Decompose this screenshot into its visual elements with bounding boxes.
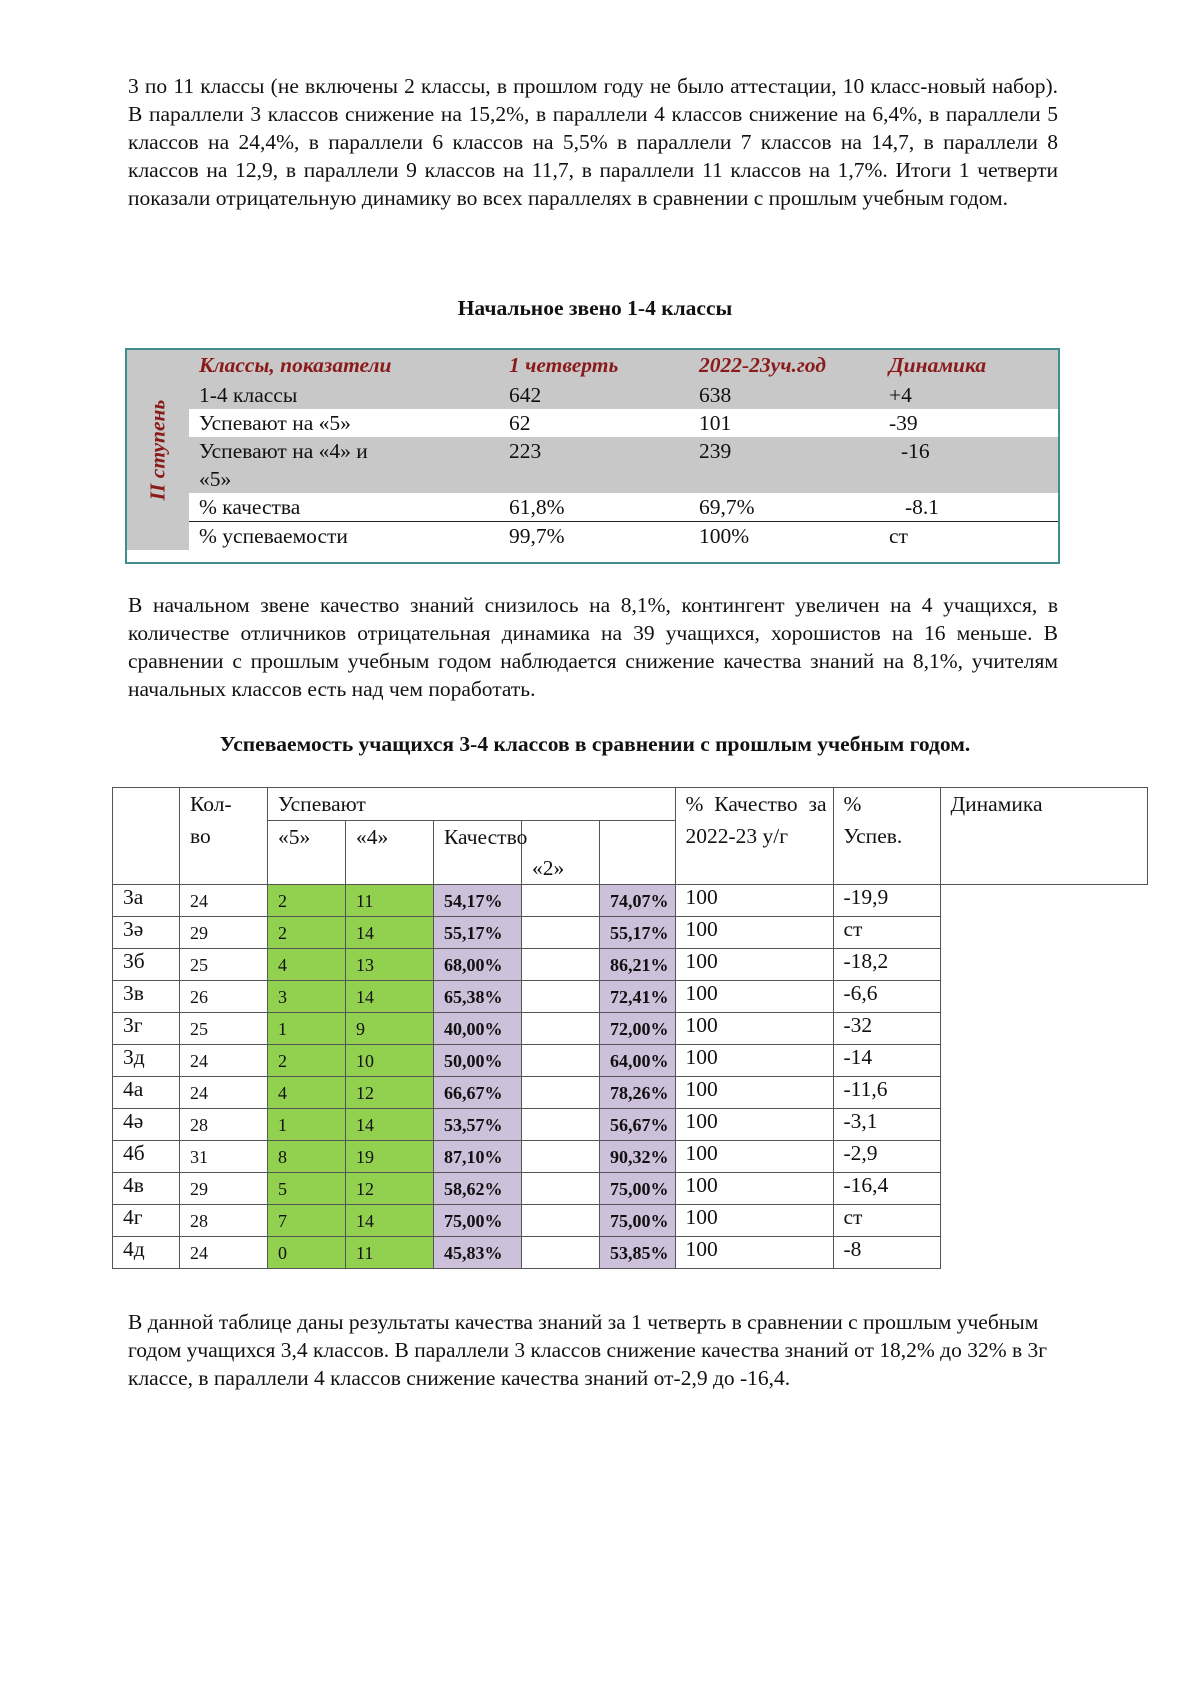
cell: -39 bbox=[879, 409, 1058, 437]
side-label: II ступень bbox=[145, 399, 170, 501]
header-five: «5» bbox=[268, 821, 346, 885]
paragraph-3: В данной таблице даны результаты качества знаний за 1 четверть в сравнении с прошлым учебным годом учащихся 3,4 классов. В параллели 3 классов снижение качества знаний от 18,2% до 32% в 3г классе, в параллели 4 классов снижение качества знаний от-2,9 до -16,4. bbox=[128, 1310, 1048, 1390]
header-kachestvo bbox=[434, 821, 528, 885]
header-uspev-text: % Успев. bbox=[843, 792, 903, 848]
cell: 62 bbox=[499, 409, 689, 437]
row-dynamics-cell: -6,6 bbox=[833, 981, 940, 1013]
row-two-cell bbox=[522, 1141, 600, 1173]
row-uspev-cell: 100 bbox=[675, 1205, 833, 1237]
row-four-cell: 12 bbox=[346, 1077, 434, 1109]
intro-paragraph: 3 по 11 классы (не включены 2 классы, в прошлом году не было аттестации, 10 класс-новый набор). В параллели 3 классов снижение на 15,2%, в параллели 4 классов снижение на 6,4%, в параллели 5 классов на 24,4%, в параллели 6 классов на 5,5% в параллели 7 классов на 14,7, в параллели 8 классов на 12,9, в параллели 9 классов на 11,7, в параллели 11 классов на 1,7%. Итоги 1 четверти показали отрицательную динамику во всех параллелях в сравнении с прошлым учебным годом. bbox=[128, 74, 1058, 210]
row-two-cell bbox=[522, 1205, 600, 1237]
header-two: «2» bbox=[522, 821, 600, 885]
row-four-cell: 19 bbox=[346, 1141, 434, 1173]
row-four-cell: 12 bbox=[346, 1173, 434, 1205]
cell: +4 bbox=[879, 381, 1058, 409]
row-dynamics-cell: ст bbox=[833, 917, 940, 949]
row-prev-quality-cell: 75,00% bbox=[600, 1205, 676, 1237]
row-quality-cell: 75,00% bbox=[434, 1205, 522, 1237]
row-four-cell: 11 bbox=[346, 1237, 434, 1269]
row-prev-quality-cell: 56,67% bbox=[600, 1109, 676, 1141]
row-four-cell: 11 bbox=[346, 885, 434, 917]
cell: 61,8% bbox=[499, 493, 689, 522]
row-uspev-cell: 100 bbox=[675, 885, 833, 917]
cell: -16 bbox=[879, 437, 1058, 493]
row-prev-quality-cell: 75,00% bbox=[600, 1173, 676, 1205]
row-prev-quality-cell: 74,07% bbox=[600, 885, 676, 917]
row-five-cell: 1 bbox=[268, 1109, 346, 1141]
cell: % качества bbox=[189, 493, 499, 522]
row-class-cell: 3д bbox=[113, 1045, 180, 1077]
row-count-cell: 29 bbox=[180, 1173, 268, 1205]
row-five-cell: 3 bbox=[268, 981, 346, 1013]
row-dynamics-cell: -2,9 bbox=[833, 1141, 940, 1173]
results-table bbox=[112, 787, 1148, 1269]
row-prev-quality-cell: 55,17% bbox=[600, 917, 676, 949]
header-cell: 2022-23уч.год bbox=[689, 350, 879, 381]
row-quality-cell: 40,00% bbox=[434, 1013, 522, 1045]
row-five-cell: 8 bbox=[268, 1141, 346, 1173]
row-five-cell: 2 bbox=[268, 1045, 346, 1077]
row-five-cell: 1 bbox=[268, 1013, 346, 1045]
summary-row bbox=[127, 522, 1058, 551]
row-count-cell: 25 bbox=[180, 1013, 268, 1045]
row-uspev-cell: 100 bbox=[675, 1013, 833, 1045]
cell: 100% bbox=[689, 522, 879, 551]
summary-row bbox=[127, 437, 1058, 493]
section1-title: Начальное звено 1-4 классы bbox=[457, 296, 733, 320]
header-empty bbox=[113, 788, 180, 885]
row-prev-quality-cell: 53,85% bbox=[600, 1237, 676, 1269]
row-uspev-cell: 100 bbox=[675, 1173, 833, 1205]
row-prev-quality-cell: 72,41% bbox=[600, 981, 676, 1013]
row-quality-cell: 87,10% bbox=[434, 1141, 522, 1173]
row-five-cell: 0 bbox=[268, 1237, 346, 1269]
row-quality-cell: 53,57% bbox=[434, 1109, 522, 1141]
table-row bbox=[113, 917, 1148, 949]
table-row bbox=[113, 1237, 1148, 1269]
row-quality-cell: 68,00% bbox=[434, 949, 522, 981]
row-four-cell: 10 bbox=[346, 1045, 434, 1077]
summary-row bbox=[127, 381, 1058, 409]
section2-title: Успеваемость учащихся 3-4 классов в сравнении с прошлым учебным годом. bbox=[219, 732, 971, 756]
row-four-cell: 14 bbox=[346, 917, 434, 949]
row-five-cell: 4 bbox=[268, 1077, 346, 1109]
row-class-cell: 4д bbox=[113, 1237, 180, 1269]
row-five-cell: 2 bbox=[268, 917, 346, 949]
header-uspev bbox=[833, 788, 940, 885]
cell: 101 bbox=[689, 409, 879, 437]
header-four: «4» bbox=[346, 821, 434, 885]
cell: % успеваемости bbox=[189, 522, 499, 551]
row-two-cell bbox=[522, 885, 600, 917]
row-five-cell: 7 bbox=[268, 1205, 346, 1237]
header-uspevayut: Успевают bbox=[268, 788, 676, 821]
row-two-cell bbox=[522, 1045, 600, 1077]
row-uspev-cell: 100 bbox=[675, 949, 833, 981]
summary-row bbox=[127, 409, 1058, 437]
cell: 638 bbox=[689, 381, 879, 409]
row-class-cell: 4г bbox=[113, 1205, 180, 1237]
row-class-cell: 4б bbox=[113, 1141, 180, 1173]
row-class-cell: 3в bbox=[113, 981, 180, 1013]
row-quality-cell: 58,62% bbox=[434, 1173, 522, 1205]
row-dynamics-cell: -14 bbox=[833, 1045, 940, 1077]
row-count-cell: 25 bbox=[180, 949, 268, 981]
cell: 642 bbox=[499, 381, 689, 409]
table-row bbox=[113, 1045, 1148, 1077]
header-kachestvo-text: Качество bbox=[444, 825, 528, 849]
table-row bbox=[113, 1077, 1148, 1109]
row-four-cell: 14 bbox=[346, 981, 434, 1013]
table-row bbox=[113, 981, 1148, 1013]
summary-table bbox=[125, 348, 1060, 564]
row-quality-cell: 66,67% bbox=[434, 1077, 522, 1109]
summary-row bbox=[127, 493, 1058, 522]
row-class-cell: 3ә bbox=[113, 917, 180, 949]
row-quality-cell: 50,00% bbox=[434, 1045, 522, 1077]
row-two-cell bbox=[522, 981, 600, 1013]
row-count-cell: 24 bbox=[180, 1077, 268, 1109]
row-prev-quality-cell: 90,32% bbox=[600, 1141, 676, 1173]
cell: 69,7% bbox=[689, 493, 879, 522]
side-label-cell bbox=[127, 350, 189, 550]
row-uspev-cell: 100 bbox=[675, 1077, 833, 1109]
row-count-cell: 26 bbox=[180, 981, 268, 1013]
row-dynamics-cell: -8 bbox=[833, 1237, 940, 1269]
row-count-cell: 24 bbox=[180, 1237, 268, 1269]
row-count-cell: 31 bbox=[180, 1141, 268, 1173]
header-kolvo bbox=[180, 788, 268, 885]
row-dynamics-cell: -19,9 bbox=[833, 885, 940, 917]
cell: Успевают на «4» и «5» bbox=[189, 437, 499, 493]
row-class-cell: 3б bbox=[113, 949, 180, 981]
row-quality-cell: 55,17% bbox=[434, 917, 522, 949]
cell: 223 bbox=[499, 437, 689, 493]
row-class-cell: 4в bbox=[113, 1173, 180, 1205]
header-dinamika: Динамика bbox=[940, 788, 1147, 885]
row-uspev-cell: 100 bbox=[675, 1109, 833, 1141]
row-uspev-cell: 100 bbox=[675, 981, 833, 1013]
table-row bbox=[113, 1109, 1148, 1141]
row-quality-cell: 65,38% bbox=[434, 981, 522, 1013]
row-two-cell bbox=[522, 1237, 600, 1269]
row-dynamics-cell: -16,4 bbox=[833, 1173, 940, 1205]
row-uspev-cell: 100 bbox=[675, 917, 833, 949]
table-row bbox=[113, 1013, 1148, 1045]
row-four-cell: 14 bbox=[346, 1205, 434, 1237]
row-two-cell bbox=[522, 1173, 600, 1205]
row-dynamics-cell: -11,6 bbox=[833, 1077, 940, 1109]
row-count-cell: 24 bbox=[180, 885, 268, 917]
results-header-row bbox=[113, 788, 1148, 821]
header-cell: Динамика bbox=[879, 350, 1058, 381]
cell: Успевают на «5» bbox=[189, 409, 499, 437]
cell: 1-4 классы bbox=[189, 381, 499, 409]
row-four-cell: 13 bbox=[346, 949, 434, 981]
header-kolvo-text: Кол-во bbox=[190, 792, 232, 848]
row-prev-quality-cell: 72,00% bbox=[600, 1013, 676, 1045]
row-five-cell: 5 bbox=[268, 1173, 346, 1205]
header-cell: Классы, показатели bbox=[189, 350, 499, 381]
row-dynamics-cell: -18,2 bbox=[833, 949, 940, 981]
table-row bbox=[113, 1173, 1148, 1205]
row-two-cell bbox=[522, 917, 600, 949]
row-count-cell: 28 bbox=[180, 1109, 268, 1141]
table-row bbox=[113, 885, 1148, 917]
row-four-cell: 9 bbox=[346, 1013, 434, 1045]
cell: 239 bbox=[689, 437, 879, 493]
row-class-cell: 3г bbox=[113, 1013, 180, 1045]
paragraph-2: В начальном звене качество знаний снизилось на 8,1%, контингент увеличен на 4 учащихся, в количестве отличников отрицательная динамика на 39 учащихся, хорошистов на 16 меньше. В сравнении с прошлым учебным годом наблюдается снижение качества знаний на 8,1%, учителям начальных классов есть над чем поработать. bbox=[128, 593, 1058, 701]
cell: 99,7% bbox=[499, 522, 689, 551]
row-dynamics-cell: -32 bbox=[833, 1013, 940, 1045]
row-two-cell bbox=[522, 949, 600, 981]
row-class-cell: 4а bbox=[113, 1077, 180, 1109]
row-prev-quality-cell: 86,21% bbox=[600, 949, 676, 981]
cell: -8.1 bbox=[879, 493, 1058, 522]
row-uspev-cell: 100 bbox=[675, 1237, 833, 1269]
cell: ст bbox=[879, 522, 1058, 551]
row-uspev-cell: 100 bbox=[675, 1045, 833, 1077]
table-row bbox=[113, 1205, 1148, 1237]
row-quality-cell: 45,83% bbox=[434, 1237, 522, 1269]
row-dynamics-cell: -3,1 bbox=[833, 1109, 940, 1141]
row-class-cell: 4ә bbox=[113, 1109, 180, 1141]
row-class-cell: 3а bbox=[113, 885, 180, 917]
header-cell: 1 четверть bbox=[499, 350, 689, 381]
row-two-cell bbox=[522, 1013, 600, 1045]
table-row bbox=[113, 949, 1148, 981]
row-dynamics-cell: ст bbox=[833, 1205, 940, 1237]
row-count-cell: 24 bbox=[180, 1045, 268, 1077]
row-count-cell: 29 bbox=[180, 917, 268, 949]
row-five-cell: 4 bbox=[268, 949, 346, 981]
row-two-cell bbox=[522, 1109, 600, 1141]
summary-table-header bbox=[127, 350, 1058, 381]
row-five-cell: 2 bbox=[268, 885, 346, 917]
row-quality-cell: 54,17% bbox=[434, 885, 522, 917]
table-row bbox=[113, 1141, 1148, 1173]
row-four-cell: 14 bbox=[346, 1109, 434, 1141]
results-table-body bbox=[113, 885, 1148, 1269]
row-prev-quality-cell: 78,26% bbox=[600, 1077, 676, 1109]
row-two-cell bbox=[522, 1077, 600, 1109]
row-uspev-cell: 100 bbox=[675, 1141, 833, 1173]
row-count-cell: 28 bbox=[180, 1205, 268, 1237]
header-quality-prev: % Качество за 2022-23 у/г bbox=[675, 788, 833, 885]
row-prev-quality-cell: 64,00% bbox=[600, 1045, 676, 1077]
